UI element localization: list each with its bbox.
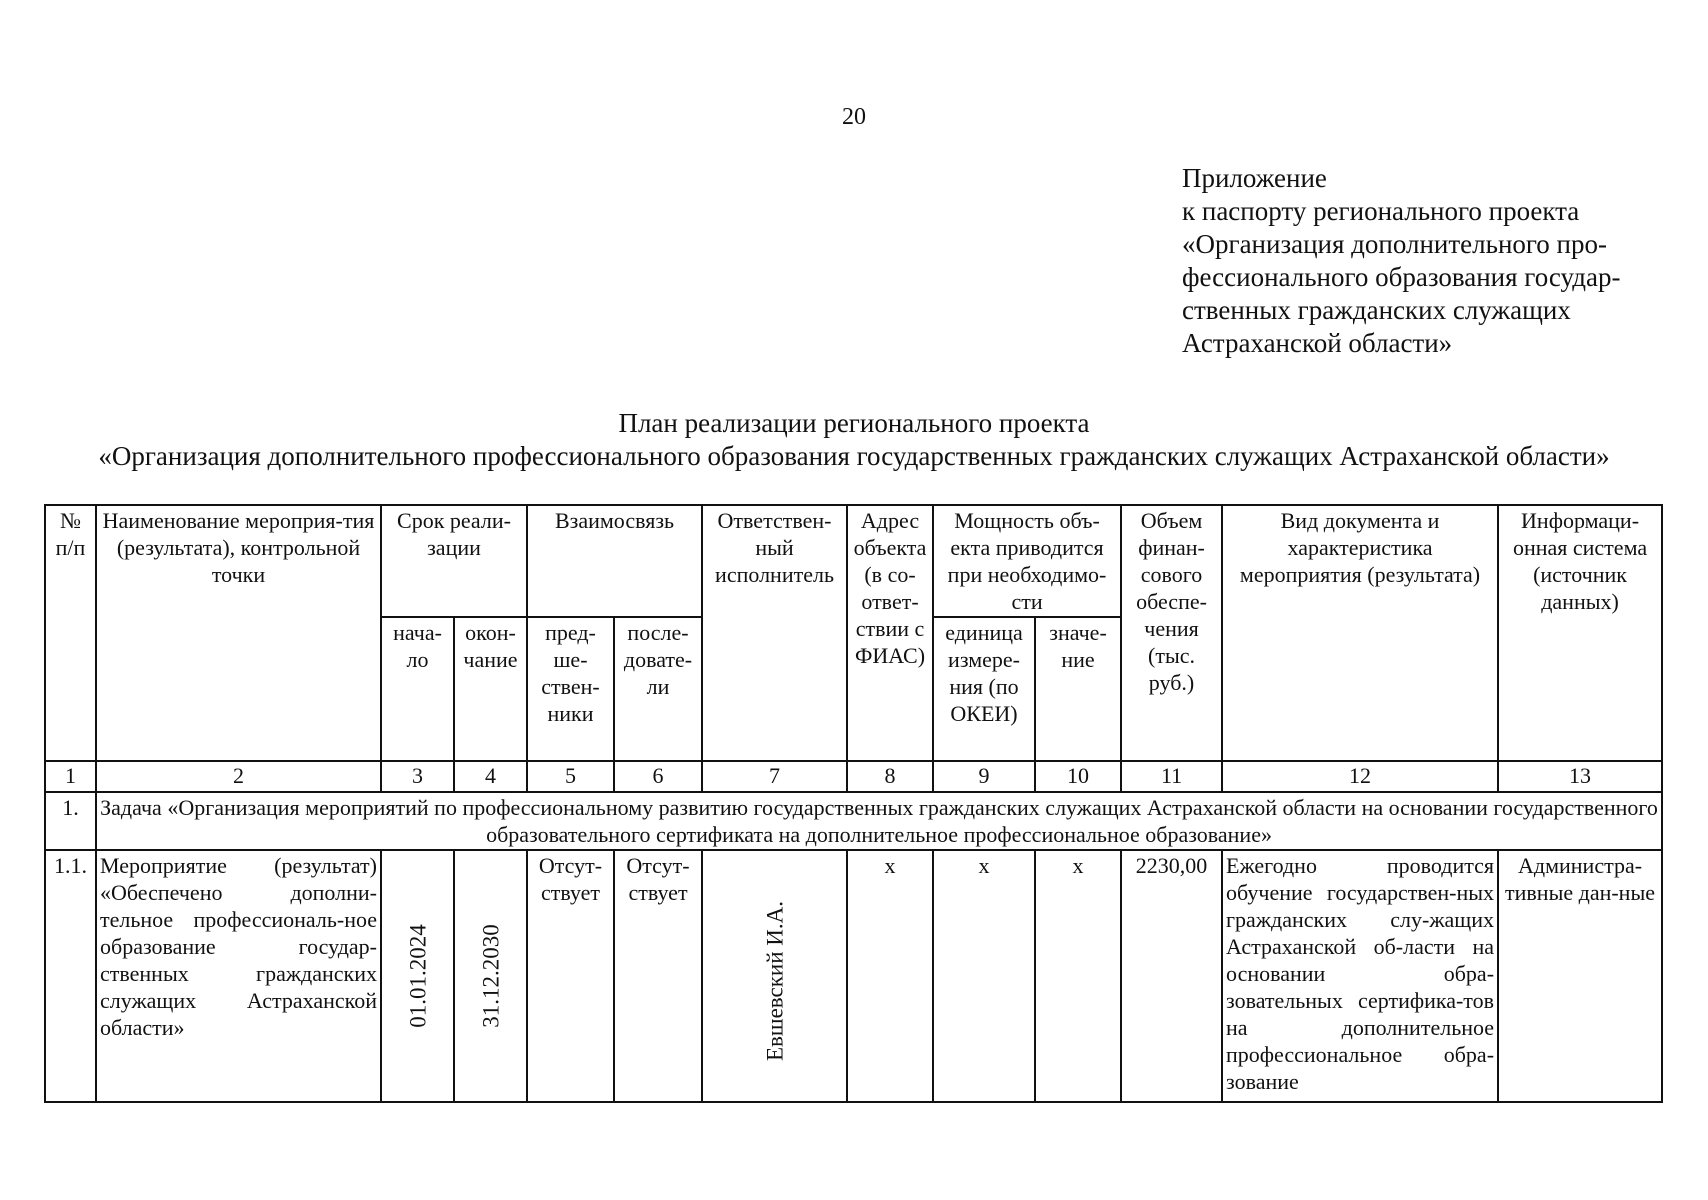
- page-number: 20: [842, 104, 866, 130]
- plan-table: [44, 504, 1663, 1103]
- column-number: 5: [527, 761, 614, 792]
- column-number: 6: [614, 761, 702, 792]
- column-number: 1: [45, 761, 96, 792]
- plan-title-line2: «Организация дополнительного профессионального образования государственных гражданских служащих Астраханской области»: [98, 441, 1610, 471]
- start-date-text: 01.01.2024: [405, 924, 430, 1028]
- header-finance: Объем финан-сового обеспе-чения (тыс. руб.): [1121, 505, 1222, 761]
- column-number: 2: [96, 761, 381, 792]
- header-cap-unit: единица измере-ния (по ОКЕИ): [933, 617, 1035, 761]
- row-end-date: [454, 850, 527, 1102]
- row-value: x: [1035, 850, 1121, 1102]
- plan-title: [0, 407, 1708, 473]
- header-doc-type: Вид документа и характеристика мероприятия (результата): [1222, 505, 1498, 761]
- header-cap-value: значе-ние: [1035, 617, 1121, 761]
- header-capacity: Мощность объ-екта приводится при необходимо-сти: [933, 505, 1121, 617]
- column-number: 7: [702, 761, 847, 792]
- column-number: 4: [454, 761, 527, 792]
- header-term-end: окон-чание: [454, 617, 527, 761]
- header-term: Срок реали-зации: [381, 505, 527, 617]
- row-successors: Отсут-ствует: [614, 850, 702, 1102]
- header-term-start: нача-ло: [381, 617, 454, 761]
- header-num: № п/п: [45, 505, 96, 761]
- appendix-line: «Организация дополнительного про-: [1182, 229, 1607, 259]
- column-number: 12: [1222, 761, 1498, 792]
- column-number: 3: [381, 761, 454, 792]
- task-number: 1.: [45, 792, 96, 850]
- header-responsible: Ответствен-ный исполнитель: [702, 505, 847, 761]
- column-number: 13: [1498, 761, 1662, 792]
- task-row: [45, 792, 1662, 850]
- row-responsible: [702, 850, 847, 1102]
- row-name: Мероприятие (результат) «Обеспечено дополни-тельное профессиональ-ное образование государ-ственных гражданских служащих Астраханской области»: [96, 850, 381, 1102]
- appendix-line: ственных гражданских служащих: [1182, 295, 1571, 325]
- row-number: 1.1.: [45, 850, 96, 1102]
- header-rel-next: после-довате-ли: [614, 617, 702, 761]
- table-row: [45, 850, 1662, 1102]
- appendix-line: фессионального образования государ-: [1182, 262, 1621, 292]
- header-rel-pred: пред-ше-ствен-ники: [527, 617, 614, 761]
- plan-title-line1: План реализации регионального проекта: [618, 408, 1090, 438]
- column-number: 8: [847, 761, 933, 792]
- column-number: 11: [1121, 761, 1222, 792]
- responsible-text: Евшевский И.А.: [762, 900, 788, 1062]
- task-text: Задача «Организация мероприятий по профессиональному развитию государственных гражданских служащих Астраханской области на основании государственного образовательного сертификата на дополнительное профессиональное образование»: [96, 792, 1662, 850]
- appendix-line: к паспорту регионального проекта: [1182, 196, 1580, 226]
- row-info: Администра-тивные дан-ные: [1498, 850, 1662, 1102]
- column-number-row: [45, 761, 1662, 792]
- row-address: x: [847, 850, 933, 1102]
- header-info-system: Информаци-онная система (источник данных): [1498, 505, 1662, 761]
- header-relation: Взаимосвязь: [527, 505, 702, 617]
- header-name: Наименование мероприя-тия (результата), контрольной точки: [96, 505, 381, 761]
- header-address: Адрес объекта (в со-ответ-ствии с ФИАС): [847, 505, 933, 761]
- end-date-text: 31.12.2030: [478, 924, 503, 1028]
- appendix-line: Астраханской области»: [1182, 328, 1453, 358]
- row-unit: x: [933, 850, 1035, 1102]
- header-row: [45, 505, 1662, 617]
- row-finance: 2230,00: [1121, 850, 1222, 1102]
- column-number: 9: [933, 761, 1035, 792]
- appendix-note: [1182, 162, 1621, 360]
- row-doc: Ежегодно проводится обучение государствен-ных гражданских слу-жащих Астраханской об-ласти на основании обра-зовательных сертифика-тов на дополнительное профессиональное обра-зование: [1222, 850, 1498, 1102]
- row-predecessors: Отсут-ствует: [527, 850, 614, 1102]
- column-number: 10: [1035, 761, 1121, 792]
- row-start-date: [381, 850, 454, 1102]
- appendix-line: Приложение: [1182, 163, 1327, 193]
